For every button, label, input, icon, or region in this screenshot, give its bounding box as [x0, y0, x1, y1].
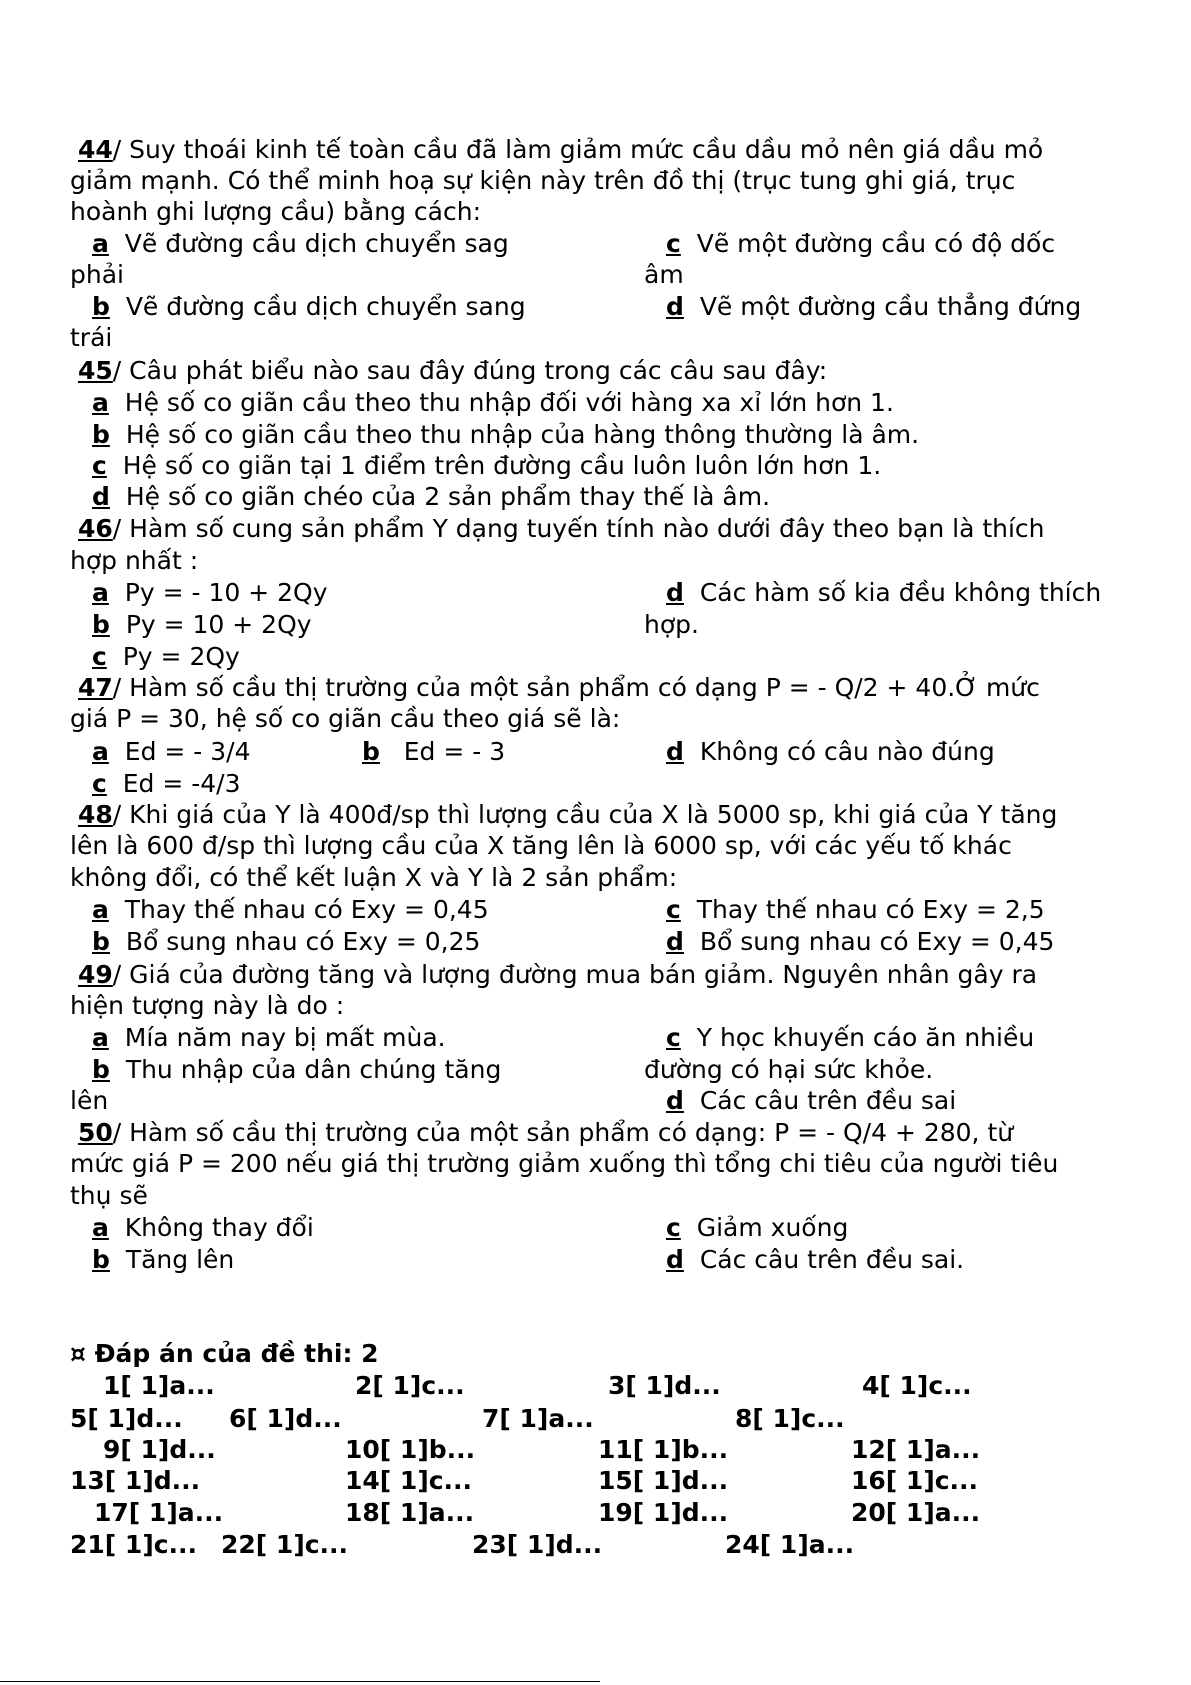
- option-46-d-cont: hợp.: [644, 610, 699, 639]
- answer-item: 16[ 1]c...: [851, 1466, 979, 1495]
- option-49-b: b Thu nhập của dân chúng tăng: [92, 1055, 502, 1084]
- answer-item: 24[ 1]a...: [725, 1530, 855, 1559]
- option-44-b: b Vẽ đường cầu dịch chuyển sang: [92, 292, 526, 321]
- question-number: 49: [78, 960, 113, 989]
- question-50-line-3: thụ sẽ: [70, 1181, 148, 1210]
- question-number: 44: [78, 135, 113, 164]
- answer-item: 22[ 1]c...: [221, 1530, 349, 1559]
- option-47-a: a Ed = - 3/4: [92, 737, 251, 766]
- answer-item: 4[ 1]c...: [862, 1371, 972, 1400]
- question-48-line-3: không đổi, có thể kết luận X và Y là 2 sản phẩm:: [70, 863, 678, 892]
- answer-item: 11[ 1]b...: [598, 1435, 729, 1464]
- question-44-line-1: 44/ Suy thoái kinh tế toàn cầu đã làm giảm mức cầu dầu mỏ nên giá dầu mỏ: [78, 135, 1044, 164]
- answer-item: 5[ 1]d...: [70, 1404, 183, 1433]
- question-number: 50: [78, 1118, 113, 1147]
- answer-item: 14[ 1]c...: [345, 1466, 473, 1495]
- option-47-c: c Ed = -4/3: [92, 769, 241, 798]
- answer-item: 15[ 1]d...: [598, 1466, 729, 1495]
- option-46-d: d Các hàm số kia đều không thích: [666, 578, 1102, 607]
- question-number: 48: [78, 800, 113, 829]
- option-45-b: b Hệ số co giãn cầu theo thu nhập của hàng thông thường là âm.: [92, 420, 920, 449]
- option-50-d: d Các câu trên đều sai.: [666, 1245, 965, 1274]
- option-45-d: d Hệ số co giãn chéo của 2 sản phẩm thay thế là âm.: [92, 482, 771, 511]
- question-48-line-2: lên là 600 đ/sp thì lượng cầu của X tăng lên là 6000 sp, với các yếu tố khác: [70, 831, 1012, 860]
- option-46-c: c Py = 2Qy: [92, 642, 240, 671]
- option-44-c-cont: âm: [644, 260, 684, 289]
- option-48-d: d Bổ sung nhau có Exy = 0,45: [666, 927, 1055, 956]
- answer-item: 7[ 1]a...: [482, 1404, 594, 1433]
- answer-item: 9[ 1]d...: [103, 1435, 216, 1464]
- option-44-a: a Vẽ đường cầu dịch chuyển sag: [92, 229, 509, 258]
- question-46-line-2: hợp nhất :: [70, 546, 199, 575]
- option-48-a: a Thay thế nhau có Exy = 0,45: [92, 895, 489, 924]
- answer-item: 17[ 1]a...: [94, 1498, 224, 1527]
- answer-item: 2[ 1]c...: [355, 1371, 465, 1400]
- question-number: 47: [78, 673, 113, 702]
- option-50-b: b Tăng lên: [92, 1245, 235, 1274]
- option-50-c: c Giảm xuống: [666, 1213, 849, 1242]
- answer-item: 6[ 1]d...: [229, 1404, 342, 1433]
- answer-item: 20[ 1]a...: [851, 1498, 981, 1527]
- question-46-line-1: 46/ Hàm số cung sản phẩm Y dạng tuyến tính nào dưới đây theo bạn là thích: [78, 514, 1045, 543]
- question-44-line-2: giảm mạnh. Có thể minh hoạ sự kiện này trên đồ thị (trục tung ghi giá, trục: [70, 166, 1016, 195]
- question-44-line-3: hoành ghi lượng cầu) bằng cách:: [70, 197, 481, 226]
- option-49-c: c Y học khuyến cáo ăn nhiều: [666, 1023, 1035, 1052]
- option-49-d: d Các câu trên đều sai: [666, 1086, 957, 1115]
- option-49-b-cont: lên: [70, 1086, 109, 1115]
- option-45-c: c Hệ số co giãn tại 1 điểm trên đường cầu luôn luôn lớn hơn 1.: [92, 451, 882, 480]
- option-49-a: a Mía năm nay bị mất mùa.: [92, 1023, 446, 1052]
- option-48-b: b Bổ sung nhau có Exy = 0,25: [92, 927, 481, 956]
- answer-item: 18[ 1]a...: [345, 1498, 475, 1527]
- question-50-line-1: 50/ Hàm số cầu thị trường của một sản phẩm có dạng: P = - Q/4 + 280, từ: [78, 1118, 1014, 1147]
- option-44-b-cont: trái: [70, 323, 113, 352]
- question-49-line-1: 49/ Giá của đường tăng và lượng đường mua bán giảm. Nguyên nhân gây ra: [78, 960, 1038, 989]
- answer-item: 8[ 1]c...: [735, 1404, 845, 1433]
- option-46-a: a Py = - 10 + 2Qy: [92, 578, 328, 607]
- answer-item: 1[ 1]a...: [103, 1371, 215, 1400]
- answer-key-heading: ¤ Đáp án của đề thi: 2: [70, 1339, 379, 1368]
- question-49-line-2: hiện tượng này là do :: [70, 991, 345, 1020]
- question-number: 45: [78, 356, 113, 385]
- question-number: 46: [78, 514, 113, 543]
- option-48-c: c Thay thế nhau có Exy = 2,5: [666, 895, 1045, 924]
- option-45-a: a Hệ số co giãn cầu theo thu nhập đối với hàng xa xỉ lớn hơn 1.: [92, 388, 894, 417]
- question-50-line-2: mức giá P = 200 nếu giá thị trường giảm xuống thì tổng chi tiêu của người tiêu: [70, 1149, 1059, 1178]
- answer-item: 21[ 1]c...: [70, 1530, 198, 1559]
- footer-divider: [0, 1681, 600, 1682]
- option-47-d: d Không có câu nào đúng: [666, 737, 995, 766]
- option-44-d: d Vẽ một đường cầu thẳng đứng: [666, 292, 1082, 321]
- option-44-c: c Vẽ một đường cầu có độ dốc: [666, 229, 1056, 258]
- option-44-a-cont: phải: [70, 260, 124, 289]
- option-46-b: b Py = 10 + 2Qy: [92, 610, 312, 639]
- answer-item: 19[ 1]d...: [598, 1498, 729, 1527]
- question-47-line-2: giá P = 30, hệ số co giãn cầu theo giá sẽ là:: [70, 704, 621, 733]
- answer-item: 12[ 1]a...: [851, 1435, 981, 1464]
- option-49-c-cont: đường có hại sức khỏe.: [644, 1055, 934, 1084]
- option-47-b: b Ed = - 3: [362, 737, 506, 766]
- option-50-a: a Không thay đổi: [92, 1213, 314, 1242]
- answer-item: 23[ 1]d...: [472, 1530, 603, 1559]
- answer-item: 13[ 1]d...: [70, 1466, 201, 1495]
- question-48-line-1: 48/ Khi giá của Y là 400đ/sp thì lượng cầu của X là 5000 sp, khi giá của Y tăng: [78, 800, 1058, 829]
- question-47-line-1: 47/ Hàm số cầu thị trường của một sản phẩm có dạng P = - Q/2 + 40.Ở mức: [78, 673, 1040, 702]
- answer-item: 10[ 1]b...: [345, 1435, 476, 1464]
- question-45-line-1: 45/ Câu phát biểu nào sau đây đúng trong các câu sau đây:: [78, 356, 828, 385]
- answer-item: 3[ 1]d...: [608, 1371, 721, 1400]
